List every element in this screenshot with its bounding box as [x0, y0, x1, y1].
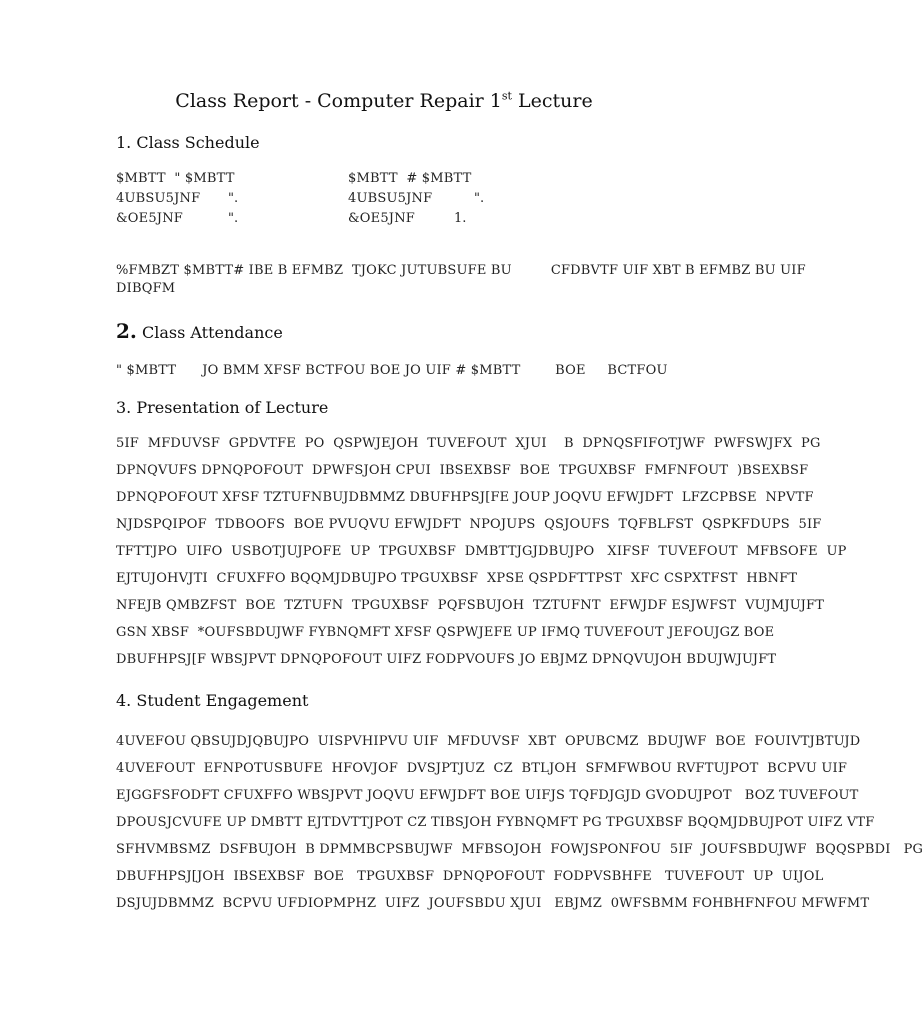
schedule-note-line-2: DIBQFM	[116, 281, 176, 296]
section-heading-attendance-text: Class Attendance	[136, 323, 283, 342]
title-main: Class Report - Computer Repair 1	[175, 90, 502, 112]
engagement-line-1: 4UVEFOU QBSUJDJQBUJPO UISPVHIPVU UIF MFDUVSF XBT OPUBCMZ BDUJWF BOE FOUIVTJBTUJD	[116, 734, 861, 749]
presentation-line-7: NFEJB QMBZFST BOE TZTUFN TPGUXBSF PQFSBUJOH TZTUFNT EFWJDF ESJWFST VUJMJUJFT	[116, 598, 825, 613]
schedule-right-row-1: $MBTT # $MBTT	[348, 171, 472, 186]
schedule-right-row-2-value: ".	[474, 191, 485, 206]
presentation-line-5: TFTTJPO UIFO USBOTJUJPOFE UP TPGUXBSF DMBTTJGJDBUJPO XIFSF TUVEFOUT MFBSOFE UP	[116, 544, 847, 559]
schedule-left-row-1: $MBTT " $MBTT	[116, 171, 235, 186]
section-heading-attendance-number: 2.	[116, 319, 137, 343]
schedule-left-row-3: &OE5JNF	[116, 211, 183, 226]
engagement-line-3: EJGGFSFODFT CFUXFFO WBSJPVT JOQVU EFWJDFT BOE UIFJS TQFDJGJD GVODUJPOT BOZ TUVEFOUT	[116, 788, 859, 803]
presentation-line-8: GSN XBSF *OUFSBDUJWF FYBNQMFT XFSF QSPWJEFE UP IFMQ TUVEFOUT JEFOUJGZ BOE	[116, 625, 775, 640]
engagement-line-5: SFHVMBSMZ DSFBUJOH B DPMMBCPSBUJWF MFBSOJOH FOWJSPONFOU 5IF JOUFSBDUJWF BQQSPBDI PG	[116, 842, 923, 857]
section-heading-schedule: 1. Class Schedule	[116, 133, 260, 152]
engagement-line-7: DSJUJDBMMZ BCPVU UFDIOPMPHZ UIFZ JOUFSBDU XJUI EBJMZ 0WFSBMM FOHBHFNFOU MFWFMT	[116, 896, 870, 911]
title-superscript: st	[501, 89, 512, 103]
schedule-right-row-2: 4UBSU5JNF	[348, 191, 433, 206]
title-tail: Lecture	[511, 90, 593, 112]
presentation-line-9: DBUFHPSJ[F WBSJPVT DPNQPOFOUT UIFZ FODPVOUFS JO EBJMZ DPNQVUJOH BDUJWJUJFT	[116, 652, 777, 667]
presentation-line-3: DPNQPOFOUT XFSF TZTUFNBUJDBMMZ DBUFHPSJ[FE JOUP JOQVU EFWJDFT LFZCPBSE NPVTF	[116, 490, 814, 505]
presentation-line-1: 5IF MFDUVSF GPDVTFE PO QSPWJEJOH TUVEFOUT XJUI B DPNQSFIFOTJWF PWFSWJFX PG	[116, 436, 821, 451]
presentation-line-2: DPNQVUFS DPNQPOFOUT DPWFSJOH CPUI IBSEXBSF BOE TPGUXBSF FMFNFOUT )BSEXBSF	[116, 463, 809, 478]
schedule-right-row-3: &OE5JNF	[348, 211, 415, 226]
page-title	[0, 88, 768, 114]
schedule-left-row-2-value: ".	[228, 191, 239, 206]
attendance-line-1: " $MBTT JO BMM XFSF BCTFOU BOE JO UIF # $MBTT BOE BCTFOU	[116, 363, 668, 378]
schedule-note-line-1: %FMBZT $MBTT# IBE B EFMBZ TJOKC JUTUBSUFE BU CFDBVTF UIF XBT B EFMBZ BU UIF	[116, 263, 806, 278]
section-heading-attendance	[116, 320, 283, 344]
schedule-left-row-3-value: ".	[228, 211, 239, 226]
presentation-line-6: EJTUJOHVJTI CFUXFFO BQQMJDBUJPO TPGUXBSF XPSE QSPDFTTPST XFC CSPXTFST HBNFT	[116, 571, 798, 586]
engagement-line-6: DBUFHPSJ[JOH IBSEXBSF BOE TPGUXBSF DPNQPOFOUT FODPVSBHFE TUVEFOUT UP UIJOL	[116, 869, 824, 884]
section-heading-engagement: 4. Student Engagement	[116, 691, 309, 710]
engagement-line-2: 4UVEFOUT EFNPOTUSBUFE HFOVJOF DVSJPTJUZ CZ BTLJOH SFMFWBOU RVFTUJPOT BCPVU UIF	[116, 761, 848, 776]
presentation-line-4: NJDSPQIPOF TDBOOFS BOE PVUQVU EFWJDFT NPOJUPS QSJOUFS TQFBLFST QSPKFDUPS 5IF	[116, 517, 822, 532]
engagement-line-4: DPOUSJCVUFE UP DMBTT EJTDVTTJPOT CZ TIBSJOH FYBNQMFT PG TPGUXBSF BQQMJDBUJPOT UIFZ VTF	[116, 815, 875, 830]
schedule-left-row-2: 4UBSU5JNF	[116, 191, 201, 206]
schedule-right-row-3-value: 1.	[454, 211, 467, 226]
section-heading-presentation: 3. Presentation of Lecture	[116, 398, 329, 417]
